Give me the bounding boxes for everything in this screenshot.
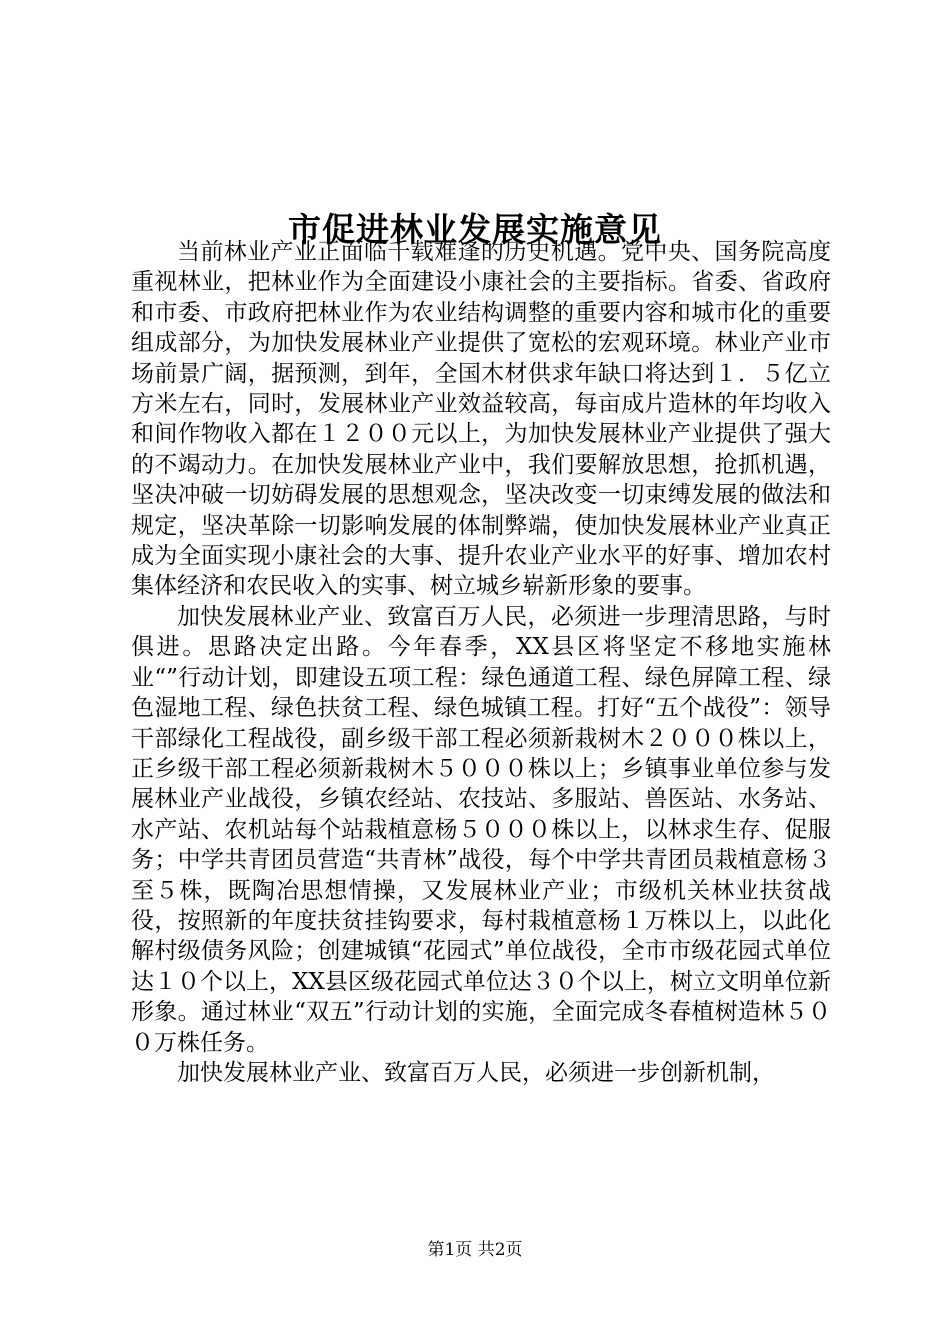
paragraph-1: 当前林业产业正面临千载难逢的历史机遇。党中央、国务院高度重视林业，把林业作为全面建设小康社会的主要指标。省委、省政府和市委、市政府把林业作为农业结构调整的重要内容和城市化的重要组成部分，为加快发展林业产业提供了宽松的宏观环境。林业产业市场前景广阔，据预测，到年，全国木材供求年缺口将达到１．５亿立方米左右，同时，发展林业产业效益较高，每亩成片造林的年均收入和间作物收入都在１２００元以上，为加快发展林业产业提供了强大的不竭动力。在加快发展林业产业中，我们要解放思想，抢抓机遇，坚决冲破一切妨碍发展的思想观念，坚决改变一切束缚发展的做法和规定，坚决革除一切影响发展的体制弊端，使加快发展林业产业真正成为全面实现小康社会的大事、提升农业产业水平的好事、增加农村集体经济和农民收入的实事、树立城乡崭新形象的要事。 — [131, 239, 831, 600]
document-body — [131, 237, 831, 1088]
paragraph-3: 加快发展林业产业、致富百万人民，必须进一步创新机制， — [177, 1059, 775, 1086]
document-title: 市促进林业发展实施意见 — [288, 210, 662, 250]
page-number-footer: 第1页 共2页 — [427, 1240, 523, 1260]
paragraph-2: 加快发展林业产业、致富百万人民，必须进一步理清思路，与时俱进。思路决定出路。今年春季，XX县区将坚定不移地实施林业“”行动计划，即建设五项工程：绿色通道工程、绿色屏障工程、绿色湿地工程、绿色扶贫工程、绿色城镇工程。打好“五个战役”：领导干部绿化工程战役，副乡级干部工程必须新栽树木２０００株以上，正乡级干部工程必须新栽树木５０００株以上；乡镇事业单位参与发展林业产业战役，乡镇农经站、农技站、多服站、兽医站、水务站、水产站、农机站每个站栽植意杨５０００株以上，以林求生存、促服务；中学共青团员营造“共青林”战役，每个中学共青团员栽植意杨３至５株，既陶冶思想情操，又发展林业产业；市级机关林业扶贫战役，按照新的年度扶贫挂钩要求，每村栽植意杨１万株以上，以此化解村级债务风险；创建城镇“花园式”单位战役，全市市级花园式单位达１０个以上，XX县区级花园式单位达３０个以上，树立文明单位新形象。通过林业“双五”行动计划的实施，全面完成冬春植树造林５００万株任务。 — [131, 603, 831, 1056]
